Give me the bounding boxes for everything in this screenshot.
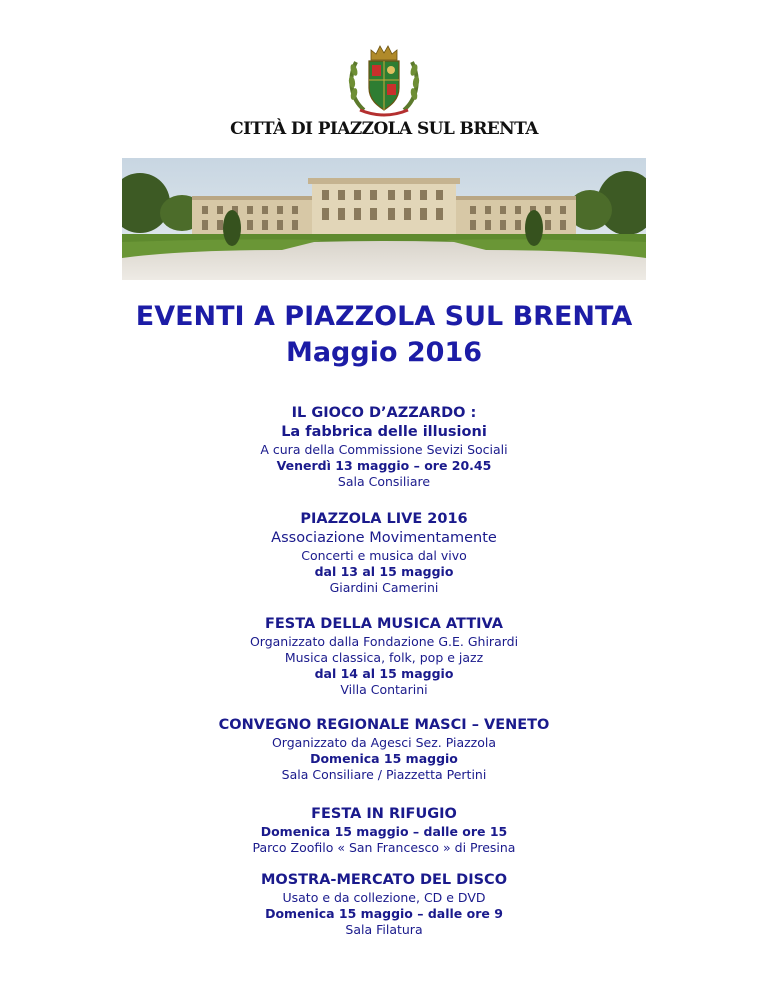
- event-detail: Concerti e musica dal vivo: [301, 548, 467, 563]
- event-date: Venerdì 13 maggio – ore 20.45: [276, 458, 492, 473]
- coat-of-arms-icon: [344, 40, 424, 120]
- event-date: Domenica 15 maggio – dalle ore 15: [260, 824, 508, 839]
- event-title: CONVEGNO REGIONALE MASCI – VENETO: [218, 717, 550, 733]
- main-title: EVENTI A PIAZZOLA SUL BRENTA: [135, 301, 633, 332]
- event-detail: Organizzato dalla Fondazione G.E. Ghirardi: [249, 634, 519, 649]
- event-title: FESTA DELLA MUSICA ATTIVA: [265, 616, 503, 632]
- main-subtitle-month: Maggio 2016: [285, 337, 483, 368]
- event-date: dal 14 al 15 maggio: [314, 666, 454, 681]
- event-place: Giardini Camerini: [329, 580, 439, 595]
- event-subtitle: Associazione Movimentamente: [271, 530, 497, 546]
- event-place: Sala Consiliare: [337, 474, 431, 489]
- event-detail: A cura della Commissione Sevizi Sociali: [260, 442, 508, 457]
- event-title: PIAZZOLA LIVE 2016: [300, 511, 468, 527]
- event-date: dal 13 al 15 maggio: [314, 564, 454, 579]
- event-place: Sala Filatura: [345, 922, 423, 937]
- event-item: [0, 510, 768, 596]
- event-detail: Musica classica, folk, pop e jazz: [284, 650, 484, 665]
- event-item: [0, 871, 768, 938]
- event-date: Domenica 15 maggio: [310, 751, 458, 766]
- city-name: CITTÀ DI PIAZZOLA SUL BRENTA: [230, 119, 538, 139]
- event-detail: Usato e da collezione, CD e DVD: [282, 890, 486, 905]
- event-place: Parco Zoofilo « San Francesco » di Presina: [252, 840, 516, 855]
- event-detail: Organizzato da Agesci Sez. Piazzola: [271, 735, 497, 750]
- event-item: [0, 404, 768, 490]
- event-item: [0, 615, 768, 698]
- event-item: [0, 805, 768, 856]
- villa-contarini-photo: [122, 158, 646, 280]
- event-item: [0, 716, 768, 783]
- event-date: Domenica 15 maggio – dalle ore 9: [265, 906, 503, 921]
- event-place: Villa Contarini: [340, 682, 428, 697]
- event-title: FESTA IN RIFUGIO: [311, 806, 457, 822]
- event-title: IL GIOCO D’AZZARDO :: [291, 405, 477, 421]
- event-place: Sala Consiliare / Piazzetta Pertini: [281, 767, 487, 782]
- event-title: MOSTRA-MERCATO DEL DISCO: [260, 872, 508, 888]
- event-subtitle: La fabbrica delle illusioni: [281, 424, 487, 440]
